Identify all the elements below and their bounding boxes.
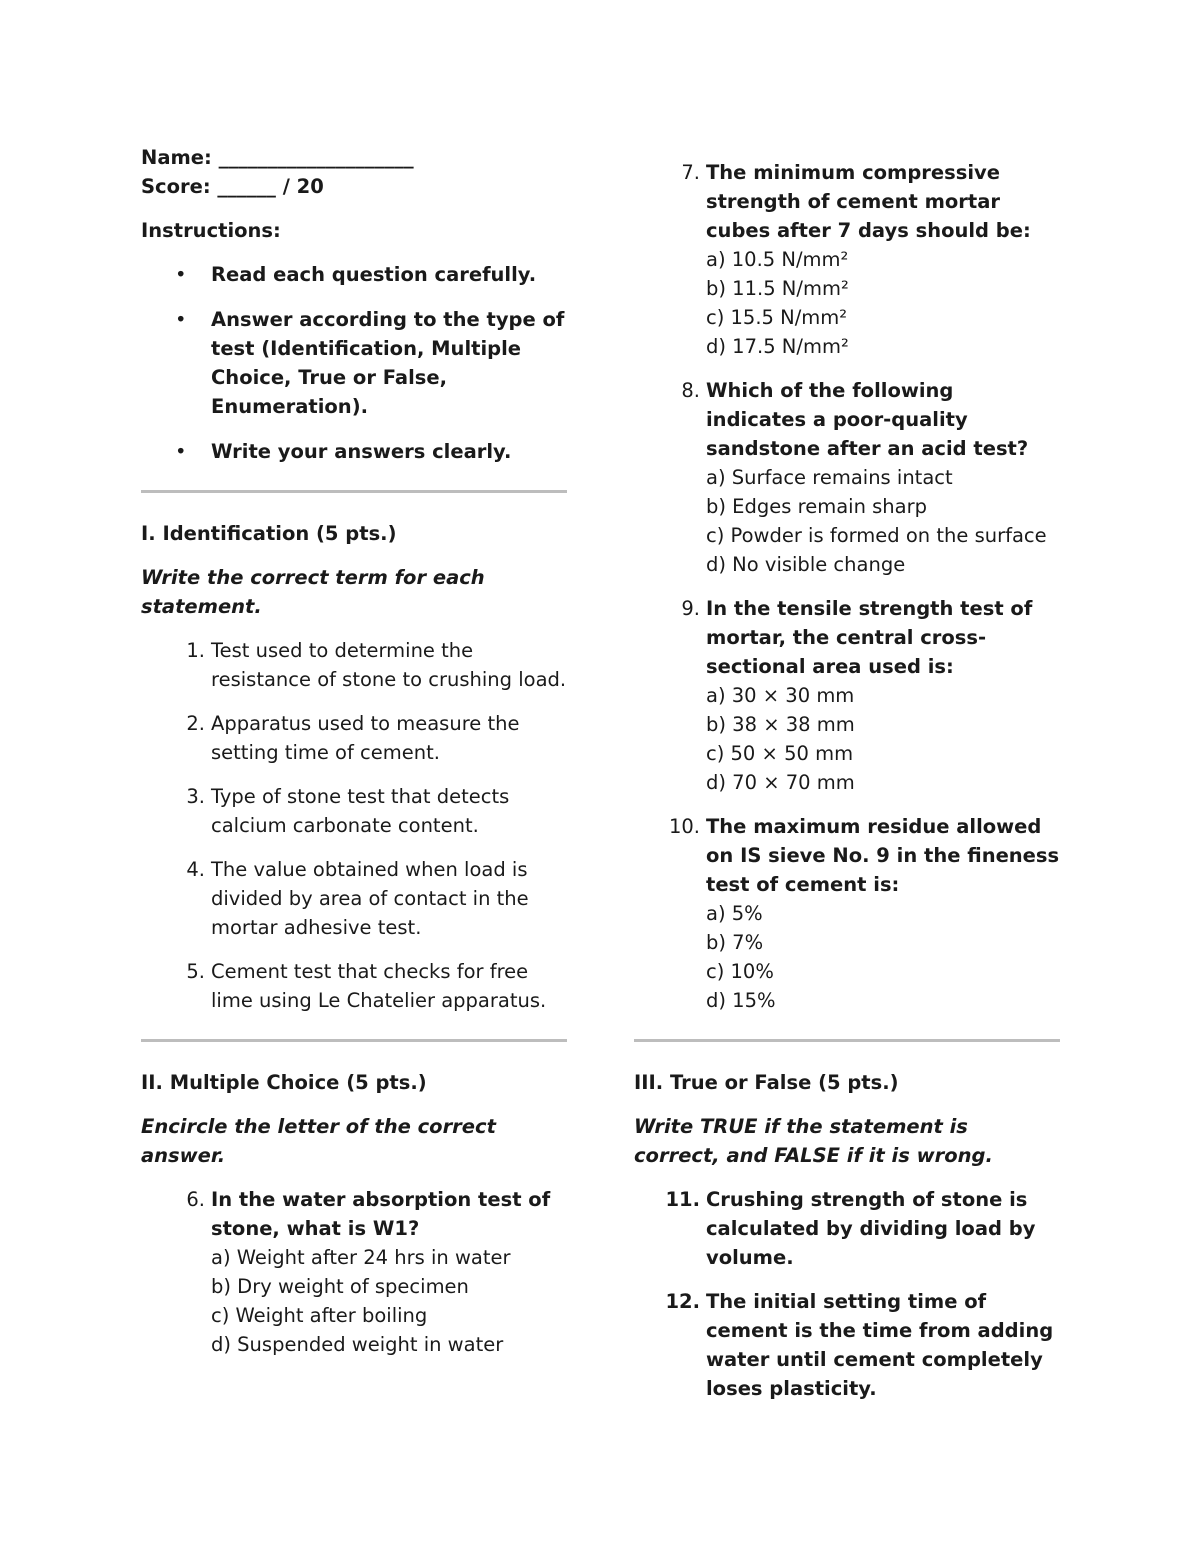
option-a: a) 10.5 N/mm² — [706, 248, 849, 271]
option-a: a) 30 × 30 mm — [706, 684, 855, 707]
question-text: In the tensile strength test of mortar, the central cross-sectional area used is: — [706, 597, 1033, 678]
instruction-item — [141, 305, 567, 421]
option-b: b) 11.5 N/mm² — [706, 277, 849, 300]
list-item — [141, 636, 567, 694]
option-d: d) 15% — [706, 989, 776, 1012]
true-false-title: III. True or False (5 pts.) — [634, 1071, 899, 1094]
option-d: d) No visible change — [706, 553, 906, 576]
item-text: The value obtained when load is divided by area of contact in the mortar adhesive test. — [211, 858, 529, 939]
item-number: 2. — [186, 712, 205, 735]
identification-instruction: Write the correct term for each statement. — [141, 566, 485, 618]
true-false-instruction: Write TRUE if the statement is correct, and FALSE if it is wrong. — [634, 1115, 993, 1167]
list-item — [634, 1185, 1060, 1272]
question-text: The minimum compressive strength of cement mortar cubes after 7 days should be: — [706, 161, 1031, 242]
question-item — [141, 1185, 567, 1359]
list-item — [141, 782, 567, 840]
item-number: 7. — [681, 161, 700, 184]
option-a: a) 5% — [706, 902, 763, 925]
instructions-list — [141, 260, 567, 466]
multiple-choice-instruction: Encircle the letter of the correct answer. — [141, 1115, 496, 1167]
item-number: 11. — [665, 1188, 700, 1211]
item-text: Cement test that checks for free lime using Le Chatelier apparatus. — [211, 960, 547, 1012]
option-d: d) 17.5 N/mm² — [706, 335, 849, 358]
question-text: Which of the following indicates a poor-quality sandstone after an acid test? — [706, 379, 1029, 460]
section-divider — [634, 1039, 1060, 1042]
section-divider — [141, 1039, 567, 1042]
list-item — [141, 957, 567, 1015]
item-number: 3. — [186, 785, 205, 808]
instruction-item — [141, 260, 567, 289]
item-text: The initial setting time of cement is the time from adding water until cement completely loses plasticity. — [706, 1290, 1054, 1400]
item-number: 5. — [186, 960, 205, 983]
multiple-choice-list-continued — [634, 158, 1060, 1015]
list-item — [141, 709, 567, 767]
question-item — [634, 376, 1060, 579]
list-item — [141, 855, 567, 942]
left-column — [141, 143, 567, 1374]
item-number: 1. — [186, 639, 205, 662]
identification-title: I. Identification (5 pts.) — [141, 522, 397, 545]
option-c: c) 10% — [706, 960, 774, 983]
question-item — [634, 158, 1060, 361]
section-divider — [141, 490, 567, 493]
instruction-text: Answer according to the type of test (Identification, Multiple Choice, True or False, Enumeration). — [211, 308, 565, 418]
item-number: 4. — [186, 858, 205, 881]
option-b: b) 38 × 38 mm — [706, 713, 855, 736]
option-b: b) 7% — [706, 931, 764, 954]
item-text: Crushing strength of stone is calculated by dividing load by volume. — [706, 1188, 1036, 1269]
score-field-label: Score: ______ / 20 — [141, 175, 324, 198]
list-item — [634, 1287, 1060, 1403]
question-text: The maximum residue allowed on IS sieve No. 9 in the fineness test of cement is: — [706, 815, 1060, 896]
item-number: 9. — [681, 597, 700, 620]
instruction-text: Read each question carefully. — [211, 263, 537, 286]
instructions-title: Instructions: — [141, 219, 281, 242]
item-number: 8. — [681, 379, 700, 402]
item-number: 12. — [665, 1290, 700, 1313]
bullet-icon: • — [175, 308, 187, 331]
option-a: a) Surface remains intact — [706, 466, 953, 489]
option-c: c) 15.5 N/mm² — [706, 306, 848, 329]
option-b: b) Edges remain sharp — [706, 495, 927, 518]
option-d: d) 70 × 70 mm — [706, 771, 855, 794]
item-number: 10. — [668, 815, 700, 838]
true-false-list — [634, 1185, 1060, 1403]
question-item — [634, 812, 1060, 1015]
question-text: In the water absorption test of stone, what is W1? — [211, 1188, 551, 1240]
multiple-choice-list — [141, 1185, 567, 1359]
option-c: c) Weight after boiling — [211, 1304, 428, 1327]
instruction-text: Write your answers clearly. — [211, 440, 512, 463]
identification-list — [141, 636, 567, 1015]
item-number: 6. — [186, 1188, 205, 1211]
bullet-icon: • — [175, 263, 187, 286]
multiple-choice-title: II. Multiple Choice (5 pts.) — [141, 1071, 427, 1094]
name-field-label: Name: ____________________ — [141, 146, 414, 169]
option-c: c) 50 × 50 mm — [706, 742, 854, 765]
option-b: b) Dry weight of specimen — [211, 1275, 469, 1298]
item-text: Type of stone test that detects calcium carbonate content. — [211, 785, 510, 837]
item-text: Apparatus used to measure the setting time of cement. — [211, 712, 520, 764]
option-c: c) Powder is formed on the surface — [706, 524, 1047, 547]
instruction-item — [141, 437, 567, 466]
question-item — [634, 594, 1060, 797]
item-text: Test used to determine the resistance of stone to crushing load. — [211, 639, 567, 691]
option-a: a) Weight after 24 hrs in water — [211, 1246, 511, 1269]
right-column — [634, 143, 1060, 1418]
bullet-icon: • — [175, 440, 187, 463]
option-d: d) Suspended weight in water — [211, 1333, 504, 1356]
